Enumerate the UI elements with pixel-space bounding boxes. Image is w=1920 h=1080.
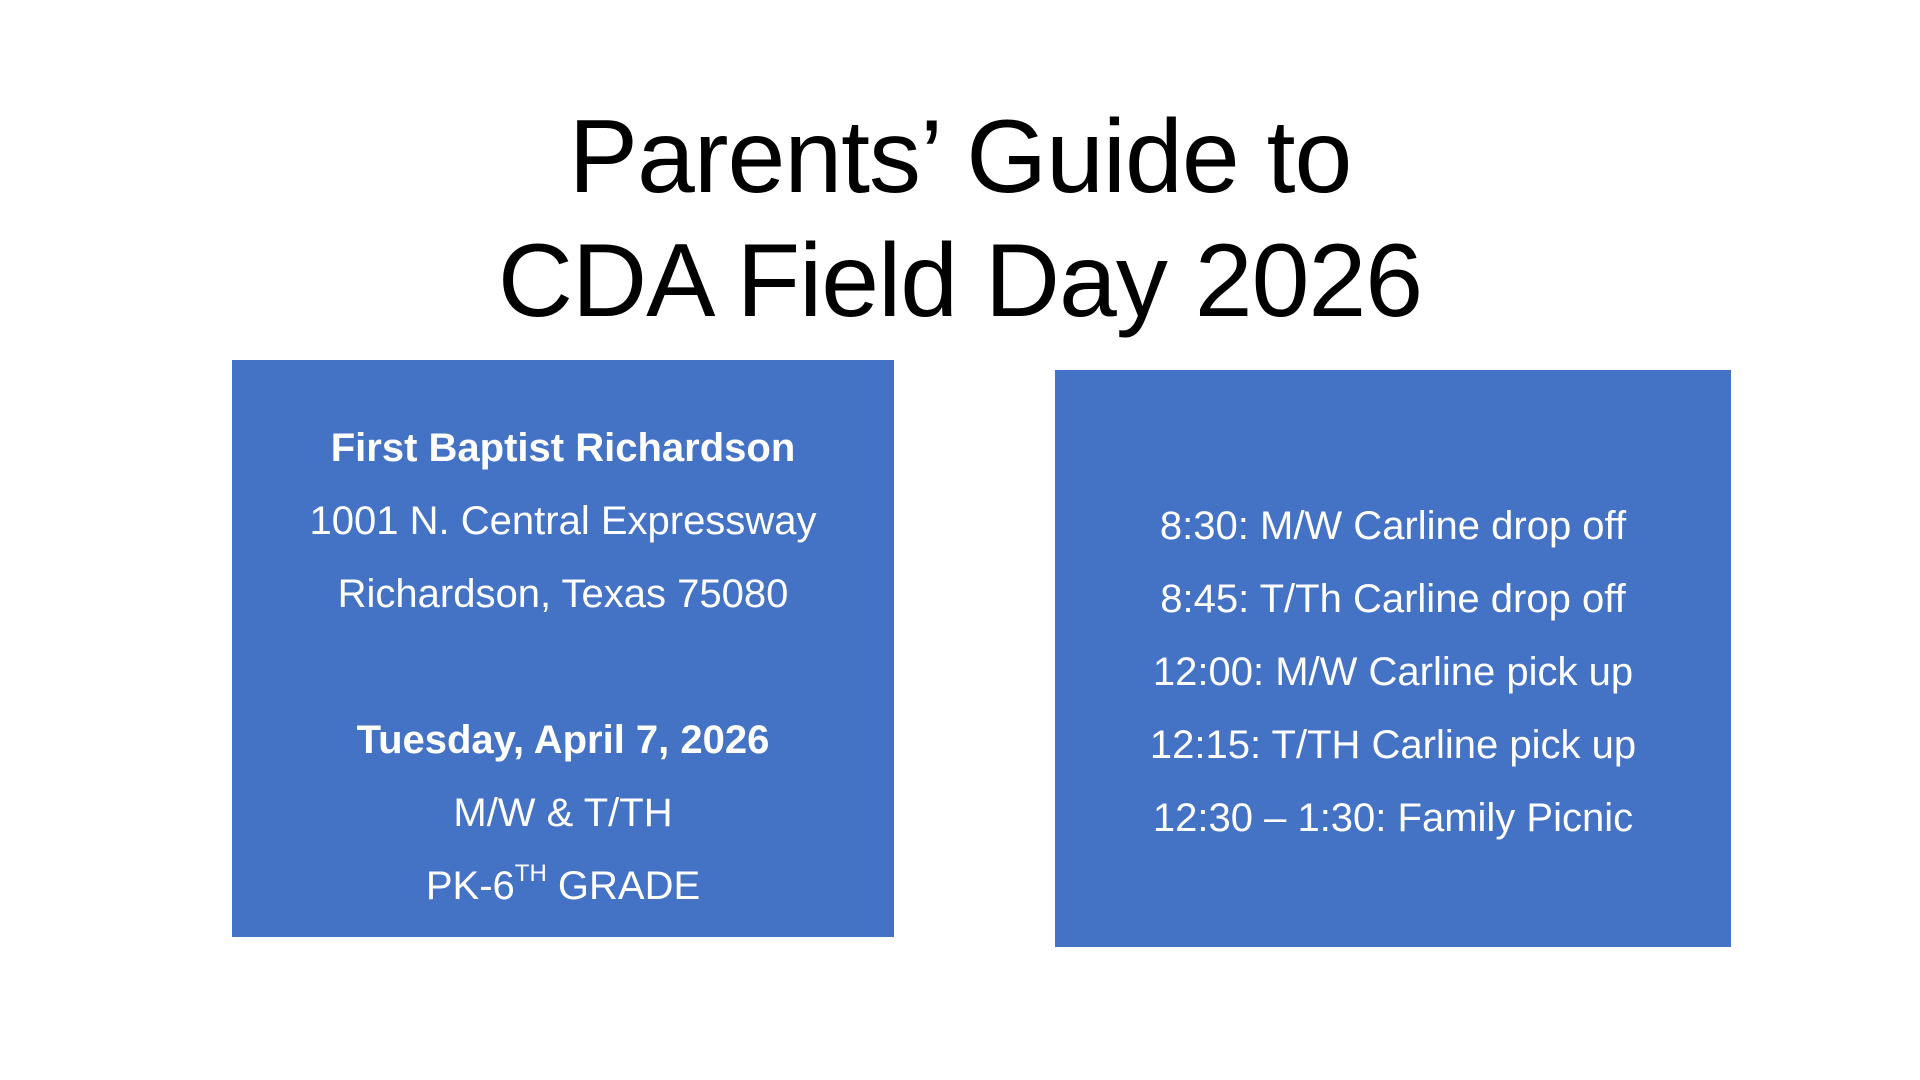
venue-name: First Baptist Richardson xyxy=(330,426,796,470)
grade-suffix: GRADE xyxy=(546,864,701,908)
class-schedules: M/W & T/TH xyxy=(453,791,673,835)
schedule-item: 8:30: M/W Carline drop off xyxy=(1159,504,1627,548)
grade-range xyxy=(232,850,894,923)
schedule-item: 8:45: T/Th Carline drop off xyxy=(1160,577,1626,621)
slide-title xyxy=(0,95,1920,343)
street-address: 1001 N. Central Expressway xyxy=(309,499,817,543)
city-state-zip: Richardson, Texas 75080 xyxy=(337,572,789,616)
title-line-1: Parents’ Guide to xyxy=(568,99,1352,215)
location-info-box xyxy=(232,360,894,937)
grade-superscript: TH xyxy=(514,860,547,887)
schedule-item: 12:30 – 1:30: Family Picnic xyxy=(1152,796,1634,840)
schedule-item: 12:15: T/TH Carline pick up xyxy=(1149,723,1637,767)
event-date: Tuesday, April 7, 2026 xyxy=(356,718,770,762)
schedule-item: 12:00: M/W Carline pick up xyxy=(1152,650,1634,694)
schedule-box xyxy=(1055,370,1731,947)
grade-prefix: PK-6 xyxy=(425,864,515,908)
title-line-2: CDA Field Day 2026 xyxy=(497,223,1423,339)
spacer xyxy=(232,631,894,704)
